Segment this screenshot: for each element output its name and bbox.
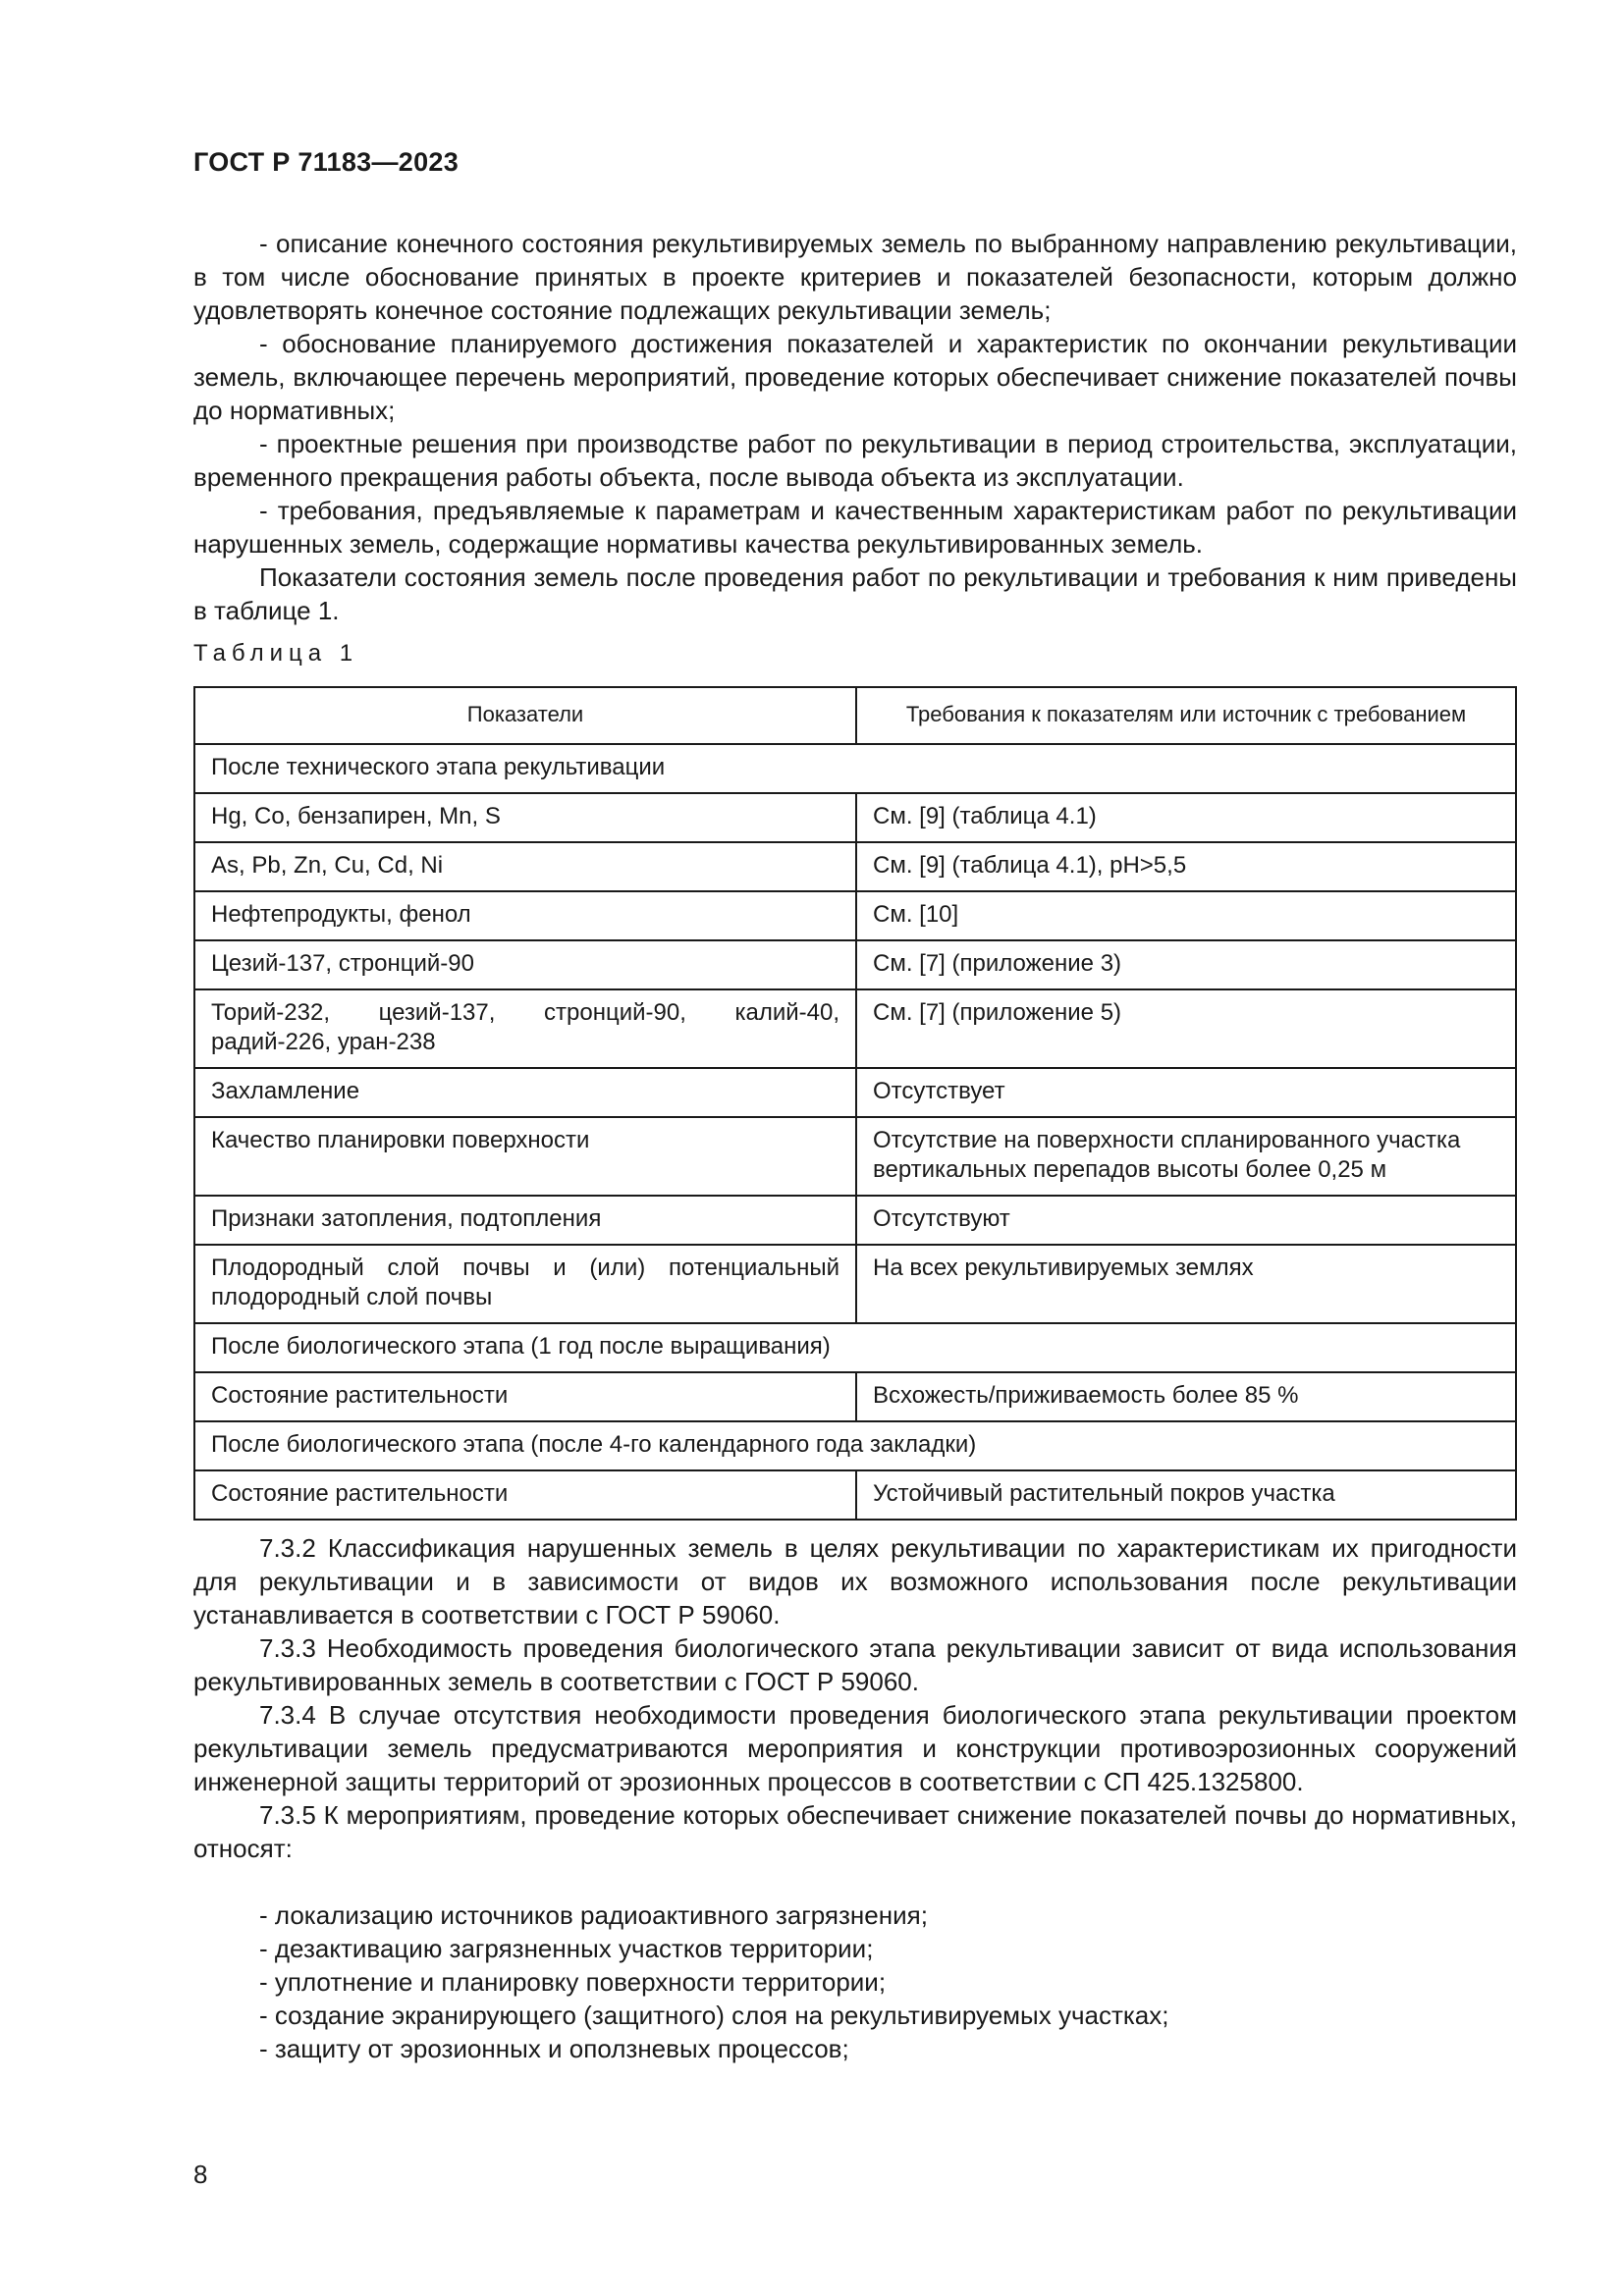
- page-number: 8: [193, 2160, 208, 2189]
- table-row: [194, 940, 1516, 989]
- table-row: [194, 891, 1516, 940]
- clause-paragraph: 7.3.5 К мероприятиям, проведение которых обеспечивает снижение показателей почвы до нормативных, относят:: [193, 1800, 1517, 1863]
- document-header: ГОСТ Р 71183—2023: [193, 147, 460, 177]
- requirement-cell: Всхожесть/приживаемость более 85 %: [856, 1372, 1516, 1421]
- clause-paragraph: 7.3.4 В случае отсутствия необходимости проведения биологического этапа рекультивации проектом рекультивации земель предусматриваются мероприятия и конструкции противоэрозионных сооружений инженерной защиты территорий от эрозионных процессов в соответствии с СП 425.1325800.: [193, 1700, 1517, 1796]
- requirement-cell: См. [9] (таблица 4.1), pH>5,5: [856, 842, 1516, 891]
- indicator-cell: Состояние растительности: [194, 1470, 856, 1520]
- table-row: [194, 1196, 1516, 1245]
- section-title: После технического этапа рекультивации: [194, 744, 1516, 793]
- indicator-cell: Состояние растительности: [194, 1372, 856, 1421]
- requirement-cell: Отсутствие на поверхности спланированного участка вертикальных перепадов высоты более 0,25 м: [856, 1117, 1516, 1196]
- indicator-cell: As, Pb, Zn, Cu, Cd, Ni: [194, 842, 856, 891]
- column-header: Требования к показателям или источник с требованием: [856, 687, 1516, 744]
- requirement-cell: Отсутствует: [856, 1068, 1516, 1117]
- table-row: [194, 1068, 1516, 1117]
- requirement-cell: См. [9] (таблица 4.1): [856, 793, 1516, 842]
- requirement-cell: См. [7] (приложение 3): [856, 940, 1516, 989]
- table-row: [194, 1470, 1516, 1520]
- intro-paragraph: - описание конечного состояния рекультивируемых земель по выбранному направлению рекультивации, в том числе обоснование принятых в проекте критериев и показателей безопасности, которым должно удовлетворять конечное состояние подлежащих рекультивации земель;: [193, 229, 1517, 325]
- table-row: [194, 1117, 1516, 1196]
- clauses-text: [193, 1531, 1517, 1865]
- table-row: [194, 989, 1516, 1068]
- table-header-row: [194, 687, 1516, 744]
- list-item: - дезактивацию загрязненных участков территории;: [259, 1934, 874, 1963]
- indicator-cell: Захламление: [194, 1068, 856, 1117]
- list-item: - локализацию источников радиоактивного загрязнения;: [259, 1900, 928, 1930]
- indicator-cell: Качество планировки поверхности: [194, 1117, 856, 1196]
- table-row: [194, 1245, 1516, 1323]
- section-title: После биологического этапа (1 год после выращивания): [194, 1323, 1516, 1372]
- indicator-cell: Плодородный слой почвы и (или) потенциальный плодородный слой почвы: [194, 1245, 856, 1323]
- intro-text: [193, 227, 1517, 627]
- indicator-cell: Торий-232, цезий-137, стронций-90, калий-40, радий-226, уран-238: [194, 989, 856, 1068]
- column-header: Показатели: [194, 687, 856, 744]
- table-caption: Таблица 1: [193, 640, 359, 667]
- table-row: [194, 842, 1516, 891]
- table-row: [194, 793, 1516, 842]
- intro-paragraph: - обоснование планируемого достижения показателей и характеристик по окончании рекультивации земель, включающее перечень мероприятий, проведение которых обеспечивает снижение показателей почвы до нормативных;: [193, 329, 1517, 425]
- requirement-cell: Устойчивый растительный покров участка: [856, 1470, 1516, 1520]
- clause-paragraph: 7.3.3 Необходимость проведения биологического этапа рекультивации зависит от вида использования рекультивированных земель в соответствии с ГОСТ Р 59060.: [193, 1633, 1517, 1696]
- indicator-cell: Нефтепродукты, фенол: [194, 891, 856, 940]
- measures-list: [259, 1898, 1516, 2065]
- requirement-cell: Отсутствуют: [856, 1196, 1516, 1245]
- table-section-row: [194, 1323, 1516, 1372]
- intro-paragraph: Показатели состояния земель после проведения работ по рекультивации и требования к ним приведены в таблице 1.: [193, 562, 1517, 625]
- intro-paragraph: - требования, предъявляемые к параметрам и качественным характеристикам работ по рекультивации нарушенных земель, содержащие нормативы качества рекультивированных земель.: [193, 496, 1517, 559]
- indicator-cell: Признаки затопления, подтопления: [194, 1196, 856, 1245]
- requirement-cell: На всех рекультивируемых землях: [856, 1245, 1516, 1323]
- table-row: [194, 1372, 1516, 1421]
- section-title: После биологического этапа (после 4-го календарного года закладки): [194, 1421, 1516, 1470]
- requirement-cell: См. [7] (приложение 5): [856, 989, 1516, 1068]
- list-item: - создание экранирующего (защитного) слоя на рекультивируемых участках;: [259, 2001, 1169, 2030]
- list-item: - уплотнение и планировку поверхности территории;: [259, 1967, 887, 1997]
- table-section-row: [194, 744, 1516, 793]
- indicator-cell: Цезий-137, стронций-90: [194, 940, 856, 989]
- list-item: - защиту от эрозионных и оползневых процессов;: [259, 2034, 849, 2063]
- requirements-table: [193, 686, 1517, 1521]
- requirement-cell: См. [10]: [856, 891, 1516, 940]
- table-section-row: [194, 1421, 1516, 1470]
- indicator-cell: Hg, Co, бензапирен, Mn, S: [194, 793, 856, 842]
- clause-paragraph: 7.3.2 Классификация нарушенных земель в целях рекультивации по характеристикам их пригодности для рекультивации и в зависимости от видов их возможного использования после рекультивации устанавливается в соответствии с ГОСТ Р 59060.: [193, 1533, 1517, 1629]
- intro-paragraph: - проектные решения при производстве работ по рекультивации в период строительства, эксплуатации, временного прекращения работы объекта, после вывода объекта из эксплуатации.: [193, 429, 1517, 492]
